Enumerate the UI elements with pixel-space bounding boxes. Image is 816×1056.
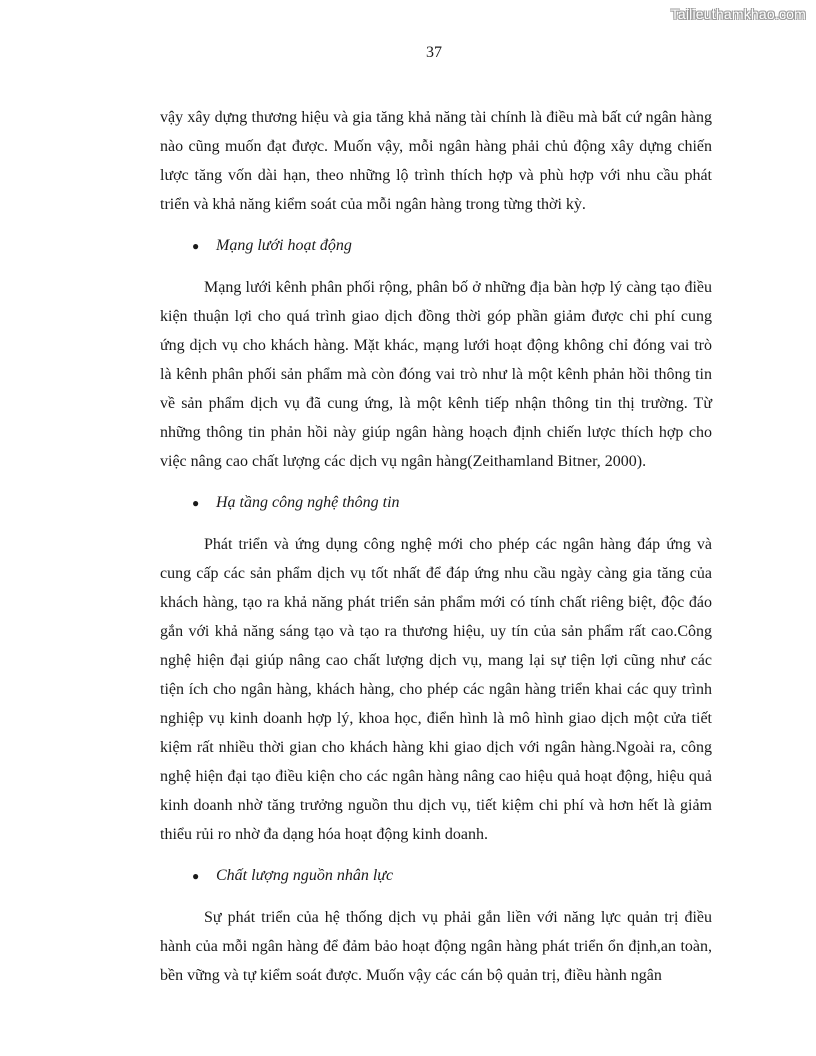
bullet-heading-text: Mạng lưới hoạt động [216,237,352,254]
bullet-icon: ● [192,239,200,253]
paragraph-network: Mạng lưới kênh phân phối rộng, phân bố ở những địa bàn hợp lý càng tạo điều kiện thuận lợi cho quá trình giao dịch đồng thời góp phần giảm được chi phí cung ứng dịch vụ cho khách hàng. Mặt khác, mạng lưới hoạt động không chỉ đóng vai trò là kênh phân phối sản phẩm mà còn đóng vai trò như là một kênh phản hồi thông tin về sản phẩm dịch vụ đã cung ứng, là một kênh tiếp nhận thông tin thị trường. Từ những thông tin phản hồi này giúp ngân hàng hoạch định chiến lược thích hợp cho việc nâng cao chất lượng các dịch vụ ngân hàng(Zeithamland Bitner, 2000). [160,279,712,470]
page-number: 37 [426,44,442,61]
bullet-heading-network [160,231,712,261]
bullet-heading-text: Chất lượng nguồn nhân lực [216,867,394,884]
bullet-heading-hr [160,861,712,891]
bullet-heading-text: Hạ tầng công nghệ thông tin [216,494,400,511]
paragraph-it: Phát triển và ứng dụng công nghệ mới cho phép các ngân hàng đáp ứng và cung cấp các sản phẩm dịch vụ tốt nhất để đáp ứng nhu cầu ngày càng gia tăng của khách hàng, tạo ra khả năng phát triển sản phẩm mới có tính chất riêng biệt, độc đáo gắn với khả năng sáng tạo và tạo ra thương hiệu, uy tín của sản phẩm rất cao.Công nghệ hiện đại giúp nâng cao chất lượng dịch vụ, mang lại sự tiện lợi cũng như các tiện ích cho ngân hàng, khách hàng, cho phép các ngân hàng triển khai các quy trình nghiệp vụ kinh doanh hợp lý, khoa học, điển hình là mô hình giao dịch một cửa tiết kiệm rất nhiều thời gian cho khách hàng khi giao dịch với ngân hàng.Ngoài ra, công nghệ hiện đại tạo điều kiện cho các ngân hàng nâng cao hiệu quả hoạt động, hiệu quả kinh doanh nhờ tăng trưởng nguồn thu dịch vụ, tiết kiệm chi phí và hơn hết là giảm thiểu rủi ro nhờ đa dạng hóa hoạt động kinh doanh. [160,536,712,843]
paragraph-intro: vậy xây dựng thương hiệu và gia tăng khả năng tài chính là điều mà bất cứ ngân hàng nào cũng muốn đạt được. Muốn vậy, mỗi ngân hàng phải chủ động xây dựng chiến lược tăng vốn dài hạn, theo những lộ trình thích hợp và phù hợp với nhu cầu phát triển và khả năng kiểm soát của mỗi ngân hàng trong từng thời kỳ. [160,109,712,213]
paragraph-hr: Sự phát triển của hệ thống dịch vụ phải gắn liền với năng lực quản trị điều hành của mỗi ngân hàng để đảm bảo hoạt động ngân hàng phát triển ổn định,an toàn, bền vững và tự kiểm soát được. Muốn vậy các cán bộ quản trị, điều hành ngân [160,909,712,984]
bullet-icon: ● [192,496,200,510]
watermark: Tailieuthamkhao.com [670,6,806,22]
bullet-heading-it [160,488,712,518]
bullet-icon: ● [192,869,200,883]
document-body [160,103,712,990]
